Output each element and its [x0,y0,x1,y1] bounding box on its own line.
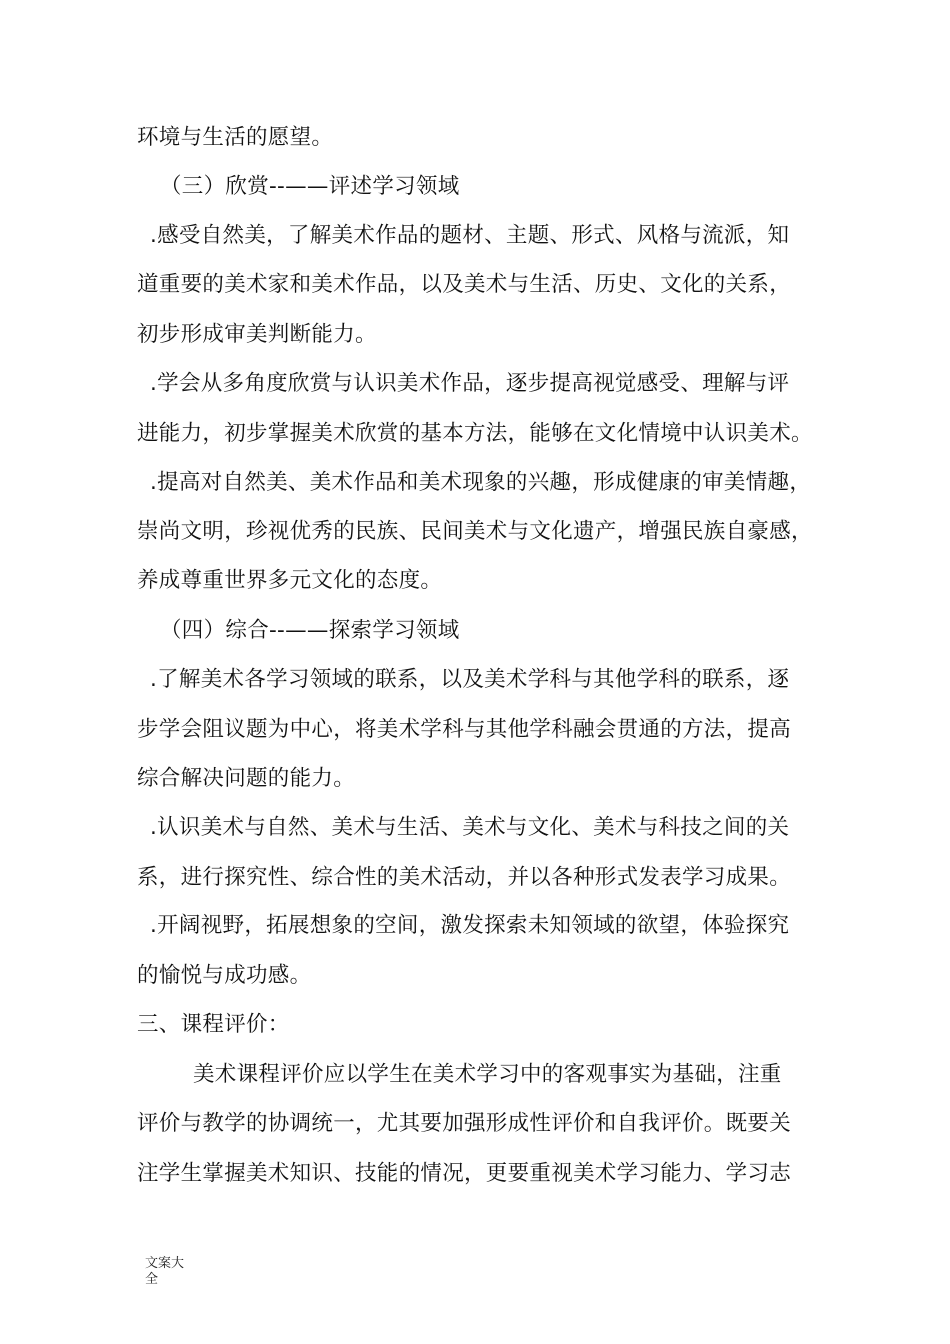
footer-label: 文案大全 [145,1256,185,1287]
text-line: 步学会阻议题为中心，将美术学科与其他学科融会贯通的方法，提高 [137,717,792,742]
text-line: 综合解决问题的能力。 [137,766,356,791]
text-line: 系，进行探究性、综合性的美术活动，并以各种形式发表学习成果。 [137,865,792,890]
text-line: .学会从多角度欣赏与认识美术作品，逐步提高视觉感受、理解与评 [150,371,790,396]
text-line: .感受自然美，了解美术作品的题材、主题、形式、风格与流派，知 [150,223,790,248]
text-line: 环境与生活的愿望。 [137,125,334,150]
text-line: 进能力，初步掌握美术欣赏的基本方法，能够在文化情境中认识美术。 [137,421,813,446]
text-line: 养成尊重世界多元文化的态度。 [137,568,443,593]
text-line: .了解美术各学习领域的联系，以及美术学科与其他学科的联系，逐 [150,667,790,692]
text-line: .提高对自然美、美术作品和美术现象的兴趣，形成健康的审美情趣， [150,470,812,495]
text-line: 的愉悦与成功感。 [137,963,312,988]
text-line: 评价与教学的协调统一，尤其要加强形成性评价和自我评价。既要关 [137,1111,792,1136]
text-line: 崇尚文明，珍视优秀的民族、民间美术与文化遗产，增强民族自豪感， [137,519,813,544]
text-line: 注学生掌握美术知识、技能的情况，更要重视美术学习能力、学习志 [137,1161,792,1186]
text-line: 道重要的美术家和美术作品，以及美术与生活、历史、文化的关系， [137,272,792,297]
text-line: .认识美术与自然、美术与生活、美术与文化、美术与科技之间的关 [150,815,790,840]
section-heading-appreciation: （三）欣赏--——评述学习领域 [160,174,460,199]
section-heading-synthesis: （四）综合--——探索学习领域 [160,618,460,643]
text-line: .开阔视野，拓展想象的空间，激发探索未知领域的欲望，体验探究 [150,913,790,938]
section-heading-evaluation: 三、课程评价： [137,1012,290,1037]
text-line: 美术课程评价应以学生在美术学习中的客观事实为基础，注重 [193,1062,782,1087]
text-line: 初步形成审美判断能力。 [137,322,377,347]
